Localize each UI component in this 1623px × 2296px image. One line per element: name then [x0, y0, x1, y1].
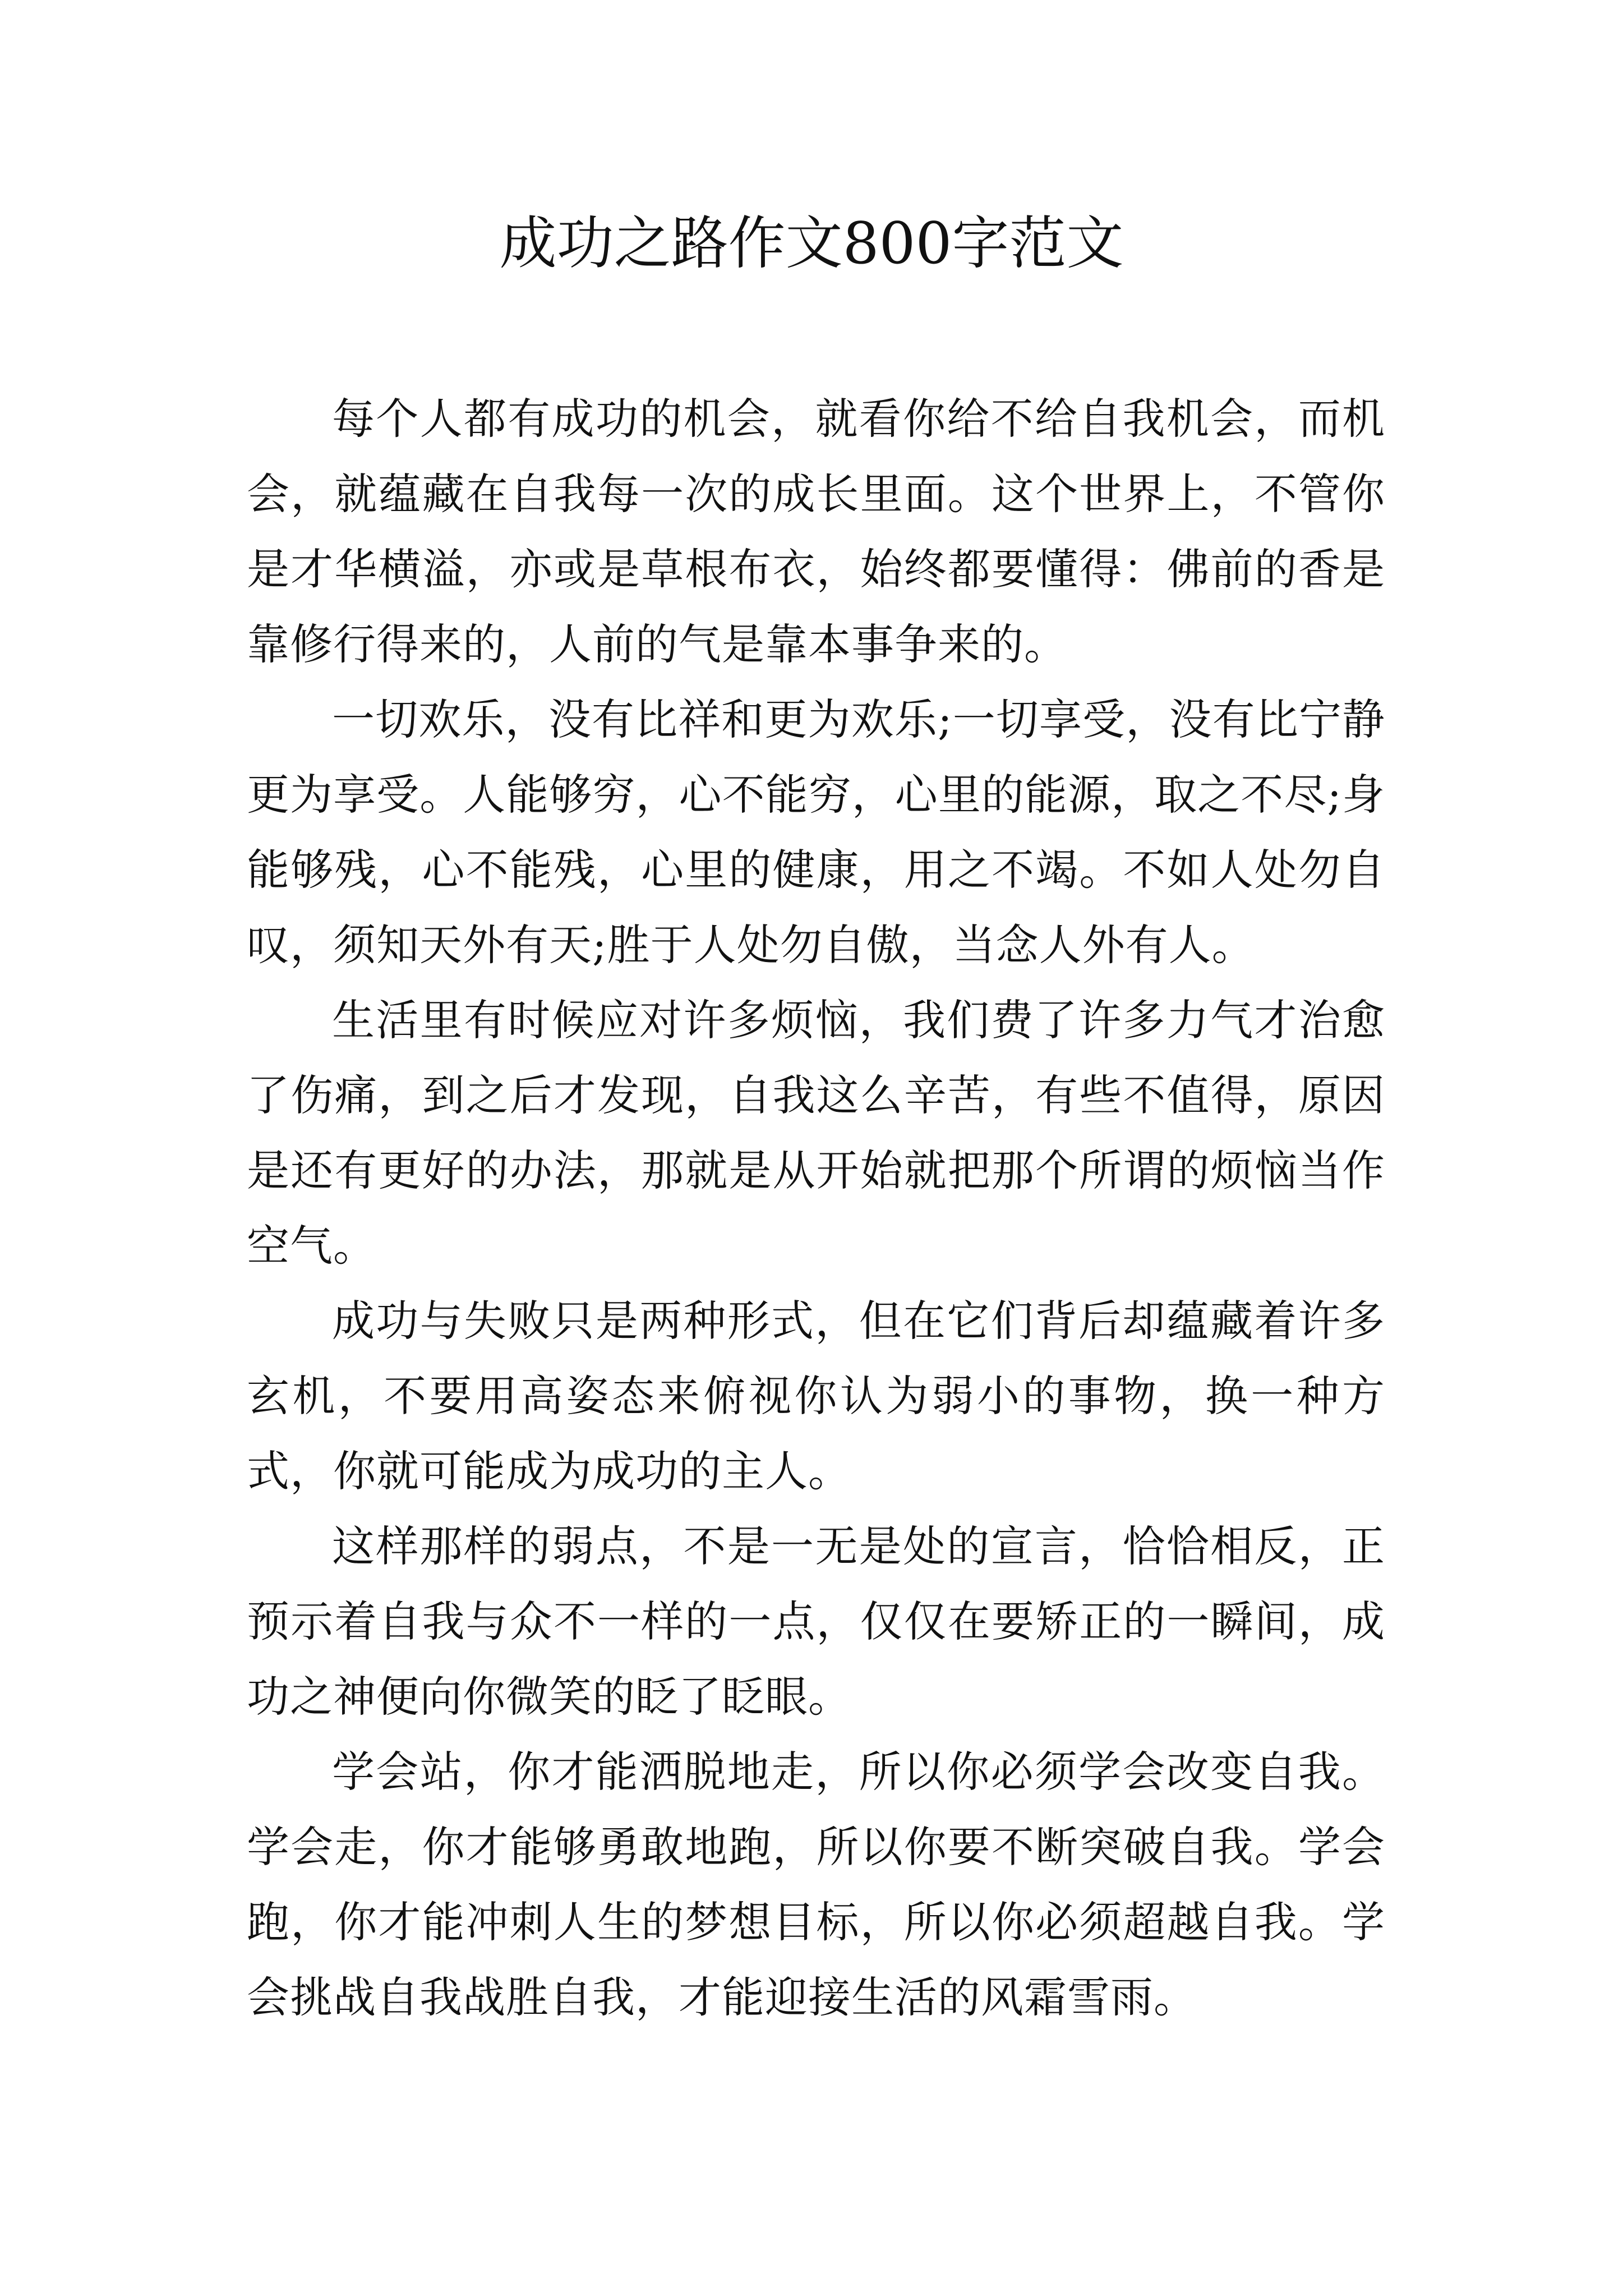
paragraph-1: 每个人都有成功的机会，就看你给不给自我机会，而机会，就蕴藏在自我每一次的成长里面。这个世界上，不管你是才华横溢，亦或是草根布衣，始终都要懂得：佛前的香是靠修行得来的，人前的气是靠本事争来的。: [247, 394, 1385, 669]
paragraph-4: 成功与失败只是两种形式，但在它们背后却蕴藏着许多玄机，不要用高姿态来俯视你认为弱小的事物，换一种方式，你就可能成为成功的主人。: [247, 1296, 1385, 1496]
paragraph-3: 生活里有时候应对许多烦恼，我们费了许多力气才治愈了伤痛，到之后才发现，自我这么辛苦，有些不值得，原因是还有更好的办法，那就是从开始就把那个所谓的烦恼当作空气。: [247, 995, 1385, 1271]
paragraph-2: 一切欢乐，没有比祥和更为欢乐;一切享受，没有比宁静更为享受。人能够穷，心不能穷，心里的能源，取之不尽;身能够残，心不能残，心里的健康，用之不竭。不如人处勿自叹，须知天外有天;胜于人处勿自傲，当念人外有人。: [247, 694, 1385, 970]
document-body: [247, 381, 1385, 2035]
paragraph-5: 这样那样的弱点，不是一无是处的宣言，恰恰相反，正预示着自我与众不一样的一点，仅仅在要矫正的一瞬间，成功之神便向你微笑的眨了眨眼。: [247, 1521, 1385, 1722]
paragraph-6: 学会站，你才能洒脱地走，所以你必须学会改变自我。学会走，你才能够勇敢地跑，所以你要不断突破自我。学会跑，你才能冲刺人生的梦想目标，所以你必须超越自我。学会挑战自我战胜自我，才能迎接生活的风霜雪雨。: [247, 1747, 1385, 2022]
document-title: 成功之路作文800字范文: [499, 210, 1124, 277]
